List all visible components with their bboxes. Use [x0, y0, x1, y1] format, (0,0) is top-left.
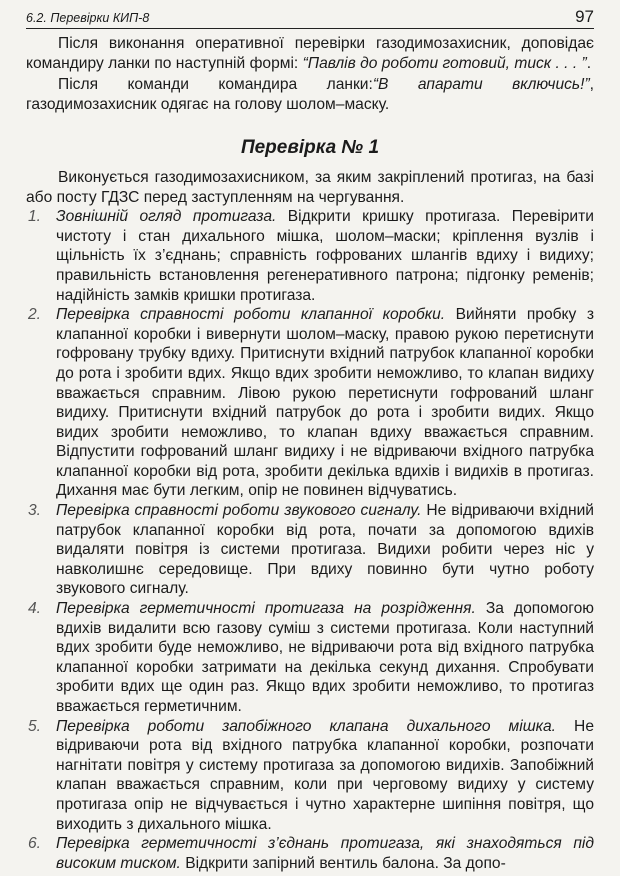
step-title: Перевірка справності роботи звукового сигналу.	[56, 502, 422, 520]
step-title: Зовнішній огляд протигаза.	[56, 208, 277, 226]
step-text: Відкрити кришку протигаза. Перевірити чистоту і стан дихального мішка, шолом–маски; кріплення вузлів і щільність їх з’єднань; справність гофрованих шлангів вдиху і видиху; правильність встановлення регенеративного патрона; підгонку ременів; надійність замків кришки протигаза.	[56, 208, 594, 304]
check-step	[26, 501, 594, 599]
step-title: Перевірка роботи запобіжного клапана дихального мішка.	[56, 717, 557, 735]
step-number: 3.	[28, 502, 42, 520]
report-phrase: “Павлів до роботи готовий, тиск . . . ”	[302, 54, 587, 72]
intro-paragraph-1	[26, 34, 594, 73]
check-step	[26, 717, 594, 835]
step-title: Перевірка герметичності з’єднань протигаза, які знаходяться під високим тиском.	[56, 835, 594, 872]
intro-text: Після команди командира ланки:	[58, 76, 373, 94]
section-title: 6.2. Перевірки КИП-8	[26, 11, 150, 25]
step-number: 4.	[28, 600, 42, 618]
check-step	[26, 305, 594, 501]
command-phrase: “В апарати включись!”	[372, 76, 590, 94]
check-steps-list	[26, 207, 594, 873]
step-text: Вийняти пробку з клапанної коробки і вивернути шолом–маску, правою рукою перетиснути гофровану трубку вдиху. Притиснути вхідний патрубок клапанної коробки до рота і зробити вдих. Якщо вдих зробити неможливо, то клапан видиху вважається справним. Лівою рукою перетиснути гофрований шланг видиху. Притиснути вхідний патрубок до рота і зробити видих. Якщо видих зробити неможливо, то клапан вдиху вважається справним. Відпустити гофрований шланг видиху і не відриваючи вхідного патрубка клапанної коробки від рота, зробити декілька вдихів і видихів в протигаз. Дихання має бути легким, опір не повинен відчуватись.	[56, 306, 594, 500]
step-number: 2.	[28, 306, 42, 324]
intro-text-end: .	[586, 54, 592, 72]
check-heading: Перевірка № 1	[240, 137, 380, 159]
running-header	[26, 2, 594, 29]
check-step	[26, 207, 594, 305]
intro-text: Після виконання оперативної перевірки газодимозахисник, доповідає командиру ланки по наступній формі:	[26, 35, 594, 72]
step-title: Перевірка справності роботи клапанної коробки.	[56, 306, 446, 324]
page-body	[26, 34, 594, 873]
step-number: 6.	[28, 835, 42, 853]
page-number: 97	[575, 7, 594, 26]
intro-text-end: , газодимозахисник одягає на голову шолом–маску.	[26, 76, 594, 113]
step-number: 1.	[28, 208, 42, 226]
step-number: 5.	[28, 717, 42, 735]
lead-paragraph: Виконується газодимозахисником, за яким закріплений протигаз, на базі або посту ГДЗС перед заступленням на чергування.	[26, 168, 594, 206]
step-title: Перевірка герметичності протигаза на розрідження.	[56, 600, 476, 618]
step-text: Не відриваючи вхідний патрубок клапанної коробки від рота, почати за допомогою вдихів видаляти повітря із системи протигаза. Видихи робити через ніс у навколишнє середовище. При вдиху повинно бути чутно роботу звукового сигналу.	[56, 502, 594, 598]
check-step	[26, 834, 594, 873]
step-text: За допомогою вдихів видалити всю газову суміш з системи протигаза. Коли наступний вдих зробити буде неможливо, не відриваючи рота від вхідного патрубка клапанної коробки затримати на декілька секунд дихання. Спробувати зробити вдих ще один раз. Якщо вдих зробити неможливо, то протигаз вважається герметичним.	[56, 600, 594, 715]
check-step	[26, 599, 594, 717]
step-text: Відкрити запірний вентиль балона. За допо-	[180, 854, 506, 872]
intro-paragraph-2	[26, 75, 594, 114]
step-text: Не відриваючи рота від вхідного патрубка клапанної коробки, розпочати нагнітати повітря у систему протигаза за допомогою видихів. Запобіжний клапан вважається справним, коли при черговому видиху у систему протигаза опір не відчувається і чутно характерне шипіння повітря, що виходить з дихального мішка.	[56, 717, 594, 833]
